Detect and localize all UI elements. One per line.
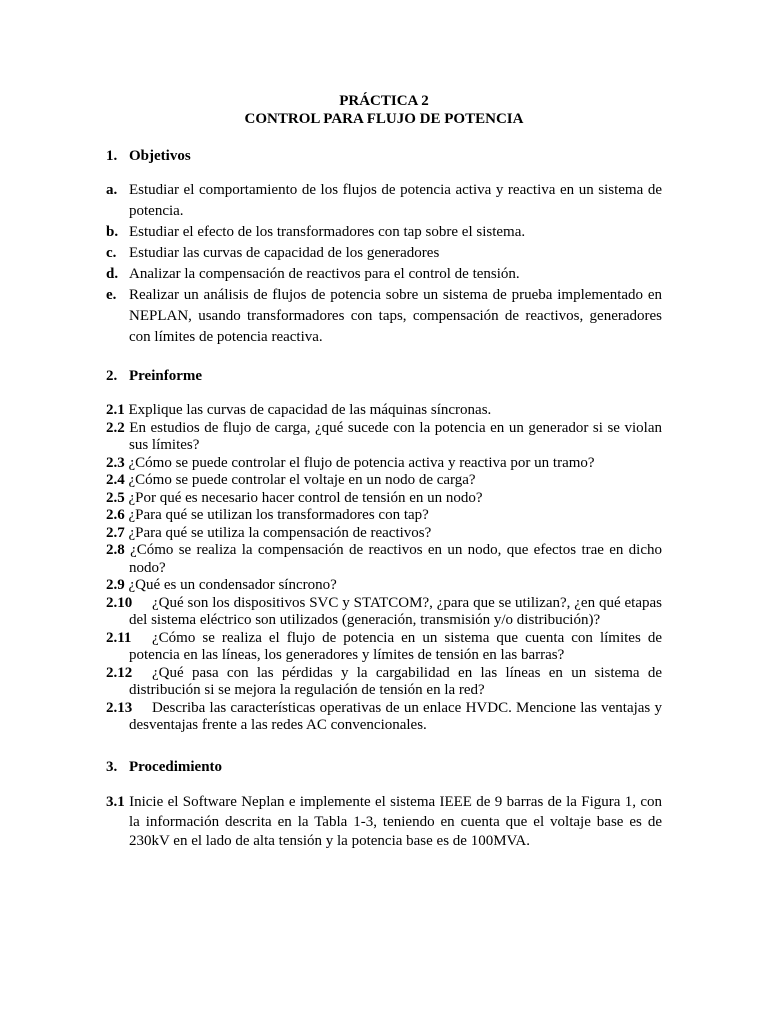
procedure-text: Inicie el Software Neplan e implemente el sistema IEEE de 9 barras de la Figura 1, con la información descrita en la Tabla 1-3, teniendo en cuenta que el voltaje base es de 230kV en el lado de alta tensión y la potencia base es de 100MVA. [129,794,663,849]
question-text: En estudios de flujo de carga, ¿qué sucede con la potencia en un generador si se violan sus límites? [129,419,662,453]
question-number: 2.11 [106,629,132,646]
question-text: Describa las características operativas de un enlace HVDC. Mencione las ventajas y desventajas frente a las redes AC convencionales. [129,699,662,733]
list-marker: e. [106,287,117,303]
list-item [106,180,662,222]
question-item [106,455,662,473]
question-item [106,402,662,420]
question-text: Explique las curvas de capacidad de las máquinas síncronas. [128,402,492,418]
question-item [106,420,662,455]
list-item-text: Estudiar el comportamiento de los flujos de potencia activa y reactiva en un sistema de potencia. [129,182,662,219]
page-subtitle: CONTROL PARA FLUJO DE POTENCIA [244,111,524,127]
question-item [106,595,662,630]
question-item [106,507,662,525]
section-title: Objetivos [129,148,191,164]
question-text: ¿Para qué se utilizan los transformadores con tap? [128,507,429,523]
section-heading-preinforme [106,366,202,386]
section-number: 1. [106,148,118,164]
question-text: ¿Qué pasa con las pérdidas y la cargabilidad en las líneas en un sistema de distribución si se mejora la regulación de tensión en la red? [129,664,662,698]
section-number: 3. [106,759,118,775]
question-number: 2.4 [106,472,125,488]
section-heading-objetivos [106,146,191,166]
question-text: ¿Cómo se puede controlar el voltaje en un nodo de carga? [128,472,476,488]
list-item [106,264,662,285]
section-heading-procedimiento [106,757,222,777]
question-number: 2.13 [106,699,133,716]
question-item [106,525,662,543]
procedure-number: 3.1 [106,794,125,810]
list-item [106,222,662,243]
question-item [106,542,662,577]
question-text: ¿Cómo se puede controlar el flujo de potencia activa y reactiva por un tramo? [128,454,595,471]
list-item-text: Estudiar las curvas de capacidad de los generadores [129,245,440,261]
section-number: 2. [106,368,118,384]
page-title: PRÁCTICA 2 [339,93,429,109]
question-item [106,665,662,700]
section-title: Procedimiento [129,759,223,775]
list-item-text: Estudiar el efecto de los transformadores con tap sobre el sistema. [129,224,526,240]
procedure-item [106,793,662,852]
question-item [106,490,662,508]
question-number: 2.2 [106,419,125,436]
list-item [106,243,662,264]
list-item [106,285,662,348]
question-item [106,577,662,595]
question-number: 2.7 [106,524,125,541]
question-number: 2.3 [106,454,125,471]
preinforme-list [106,402,662,735]
question-number: 2.6 [106,507,125,523]
question-number: 2.10 [106,594,133,611]
question-number: 2.9 [106,577,125,593]
question-number: 2.12 [106,664,133,681]
list-marker: b. [106,224,119,240]
list-item-text: Analizar la compensación de reactivos para el control de tensión. [129,266,520,282]
question-item [106,630,662,665]
question-text: ¿Por qué es necesario hacer control de tensión en un nodo? [128,489,483,506]
question-text: ¿Cómo se realiza la compensación de reactivos en un nodo, que efectos trae en dicho nodo? [129,542,663,576]
question-number: 2.1 [106,402,125,418]
question-item [106,700,662,735]
question-number: 2.5 [106,489,125,506]
question-item [106,472,662,490]
question-text: ¿Para qué se utiliza la compensación de reactivos? [128,524,432,541]
list-item-text: Realizar un análisis de flujos de potencia sobre un sistema de prueba implementado en NEPLAN, usando transformadores con taps, compensación de reactivos, generadores con límites de potencia reactiva. [129,287,662,345]
question-text: ¿Qué es un condensador síncrono? [128,577,337,593]
question-text: ¿Qué son los dispositivos SVC y STATCOM?, ¿para que se utilizan?, ¿en qué etapas del sistema eléctrico son utilizados (generación, transmisión y/o distribución)? [129,594,662,628]
objectives-list [106,180,662,348]
list-marker: c. [106,245,117,261]
question-text: ¿Cómo se realiza el flujo de potencia en un sistema que cuenta con límites de potencia en las líneas, los generadores y límites de tensión en las barras? [129,629,662,663]
list-marker: a. [106,182,118,198]
question-number: 2.8 [106,542,125,558]
list-marker: d. [106,266,119,282]
section-title: Preinforme [129,368,203,384]
